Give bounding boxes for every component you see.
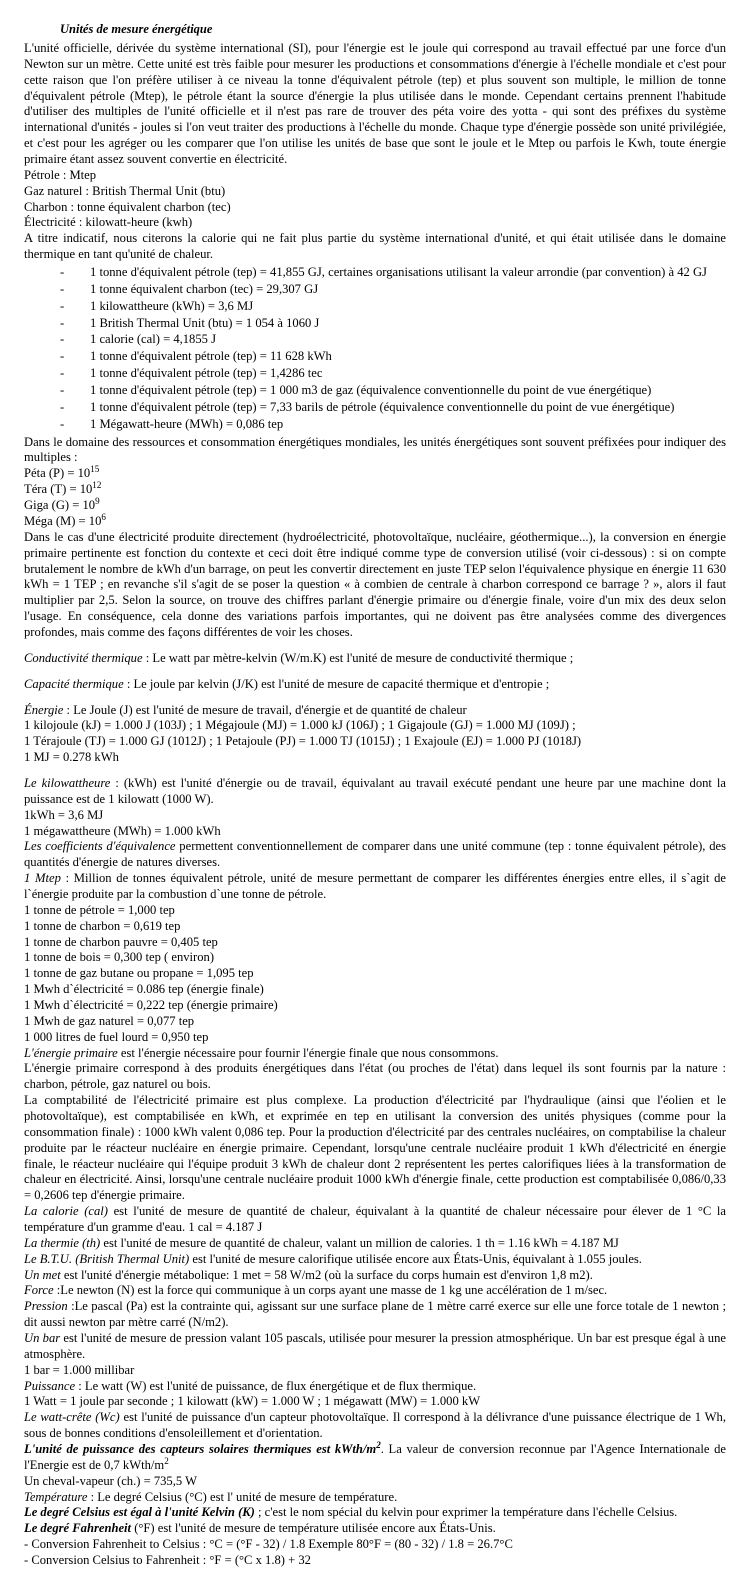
thermie-definition: La thermie (th) est l'unité de mesure de quantité de chaleur, valant un million de calories. 1 th = 1.16 kWh = 4.187 MJ [24, 1235, 619, 1250]
unit-source-charbon: Charbon : tonne équivalent charbon (tec) [24, 199, 231, 214]
cheval-vapeur-line: Un cheval-vapeur (ch.) = 735,5 W [24, 1473, 197, 1488]
energie-line-2: 1 Térajoule (TJ) = 1.000 GJ (1012J) ; 1 Petajoule (PJ) = 1.000 TJ (1015J) ; 1 Exajoule (EJ) = 1.000 PJ (1018J) [24, 734, 582, 749]
mtep-line-8: 1 Mwh de gaz naturel = 0,077 tep [24, 1013, 195, 1028]
energie-definition: Énergie : Le Joule (J) est l'unité de mesure de travail, d'énergie et de quantité de chaleur [24, 702, 467, 717]
intro-paragraph: L'unité officielle, dérivée du système international (SI), pour l'énergie est le joule qui correspond au travail effectué par une force d'un Newton sur un mètre. Cette unité est très faible pour mesurer les productions et consommations d'énergie à l'échelle mondiale et c'est pour cette raison que l'on préfère utiliser à ce niveau la tonne d'équivalent pétrole (tep) et plus souvent son multiple, le million de tonne d'équivalent pétrole (Mtep), le pétrole étant la source d'énergie la plus utilisée dans le monde. Cependant certains prennent l'habitude d'utiliser des multiples de l'unité officielle et il n'est pas rare de trouver des péta voire des yotta - qui sont des préfixes du système international d'unités - joules si l'on veut traiter des productions à l'échelle du monde. Chaque type d'énergie possède son unité privilégiée, et c'est pour les agréger ou les comparer que l'on utilise les unités de base que sont le joule et le Mtep ou parfois le Kwh, toute énergie primaire étant assez souvent convertie en électricité. [24, 41, 726, 167]
list-item: - 1 tonne d'équivalent pétrole (tep) = 41,855 GJ, certaines organisations utilisant la valeur arrondie (par convention) à 42 GJ [60, 265, 707, 280]
dash-bullet-icon: - [60, 315, 65, 330]
watt-crete-definition: Le watt-crête (Wc) est l'unité de puissance d'un capteur photovoltaïque. Il correspond à la délivrance d'une puissance électrique de 1 Wh, sous de bonnes conditions d'ensoleillement et d'orientation. [24, 1410, 726, 1441]
list-item: - 1 tonne d'équivalent pétrole (tep) = 1 000 m3 de gaz (équivalence conventionnelle du point de vue énergétique) [60, 383, 652, 398]
kilowattheure-definition: Le kilowattheure : (kWh) est l'unité d'énergie ou de travail, équivalant au travail exécuté pendant une heure par une machine dont la puissance est de 1 kilowatt (1000 W). [24, 775, 726, 806]
energie-primaire-definition: L'énergie primaire est l'énergie nécessaire pour fournir l'énergie finale que nous consommons. [24, 1045, 499, 1060]
conversion-paragraph: Dans le cas d'une électricité produite directement (hydroélectricité, photovoltaïque, nucléaire, géothermique...), la conversion en énergie primaire pertinente est fonction du contexte et ceci doit être indiqué comme type de conversion utilisé (voir ci-dessous) : si on compte brutalement le nombre de kWh d'un barrage, on peut les convertir directement en juste TEP selon l'équivalence physique en énergie 11 630 kWh = 1 TEP ; en revanche s'il s'agit de se poser la question « à combien de centrale à charbon correspond ce barrage ? », alors il faut multiplier par 2,5. Selon la source, on trouve des chiffres parlant d'énergie primaire ou d'énergie finale, voire d'un mix des deux selon l'usage. En conséquence, cela donne des variations parfois importantes, qui ne doivent pas être analysées comme des divergences profondes, mais comme des façons différentes de voir les choses. [24, 529, 726, 639]
conversion-c-to-f: - Conversion Celsius to Fahrenheit : °F = (°C x 1.8) + 32 [24, 1553, 311, 1568]
list-item: - 1 Mégawatt-heure (MWh) = 0,086 tep [60, 416, 284, 431]
energie-primaire-paragraph: L'énergie primaire correspond à des produits énergétiques dans l'état (ou proches de l'état) dans lequel ils sont fournis par la nature : charbon, pétrole, gaz naturel ou bois. [24, 1061, 726, 1092]
unit-source-petrole: Pétrole : Mtep [24, 167, 97, 182]
list-item: - 1 tonne d'équivalent pétrole (tep) = 11 628 kWh [60, 349, 332, 364]
list-item: - 1 tonne d'équivalent pétrole (tep) = 7,33 barils de pétrole (équivalence conventionnelle du point de vue énergétique) [60, 399, 675, 414]
mtep-line-1: 1 tonne de pétrole = 1,000 tep [24, 902, 175, 917]
equivalences-list [24, 265, 726, 433]
page-title: Unités de mesure énergétique [60, 22, 213, 36]
dash-bullet-icon: - [60, 366, 65, 381]
comptabilite-paragraph: La comptabilité de l'électricité primaire est plus complexe. La production d'électricité par l'hydraulique (ainsi que l'éolien et le photovoltaïque), est comptabilisée en kWh, et exprimée en tep en utilisant la conversion des unités physiques (comme pour la consommation finale) : 1000 kWh valent 0,086 tep. Pour la production d'électricité par des centrales nucléaires, on comptabilise la chaleur produite par le réacteur nucléaire en énergie primaire. Cependant, lorsqu'une centrale nucléaire produit 1 kWh d'électricité en énergie finale, le réacteur nucléaire qui l'équipe produit 3 kWh de chaleur dont 2 représentent les pertes calorifiques liées à la transformation de chaleur en électricité. Ainsi, lorsqu'une centrale nucléaire produit 1000 kWh d'énergie finale, cette production est comptabilisée 0,086/0,33 = 0,2606 tep d'énergie primaire. [24, 1093, 726, 1203]
fahrenheit-definition: Le degré Fahrenheit (°F) est l'unité de mesure de température utilisée encore aux États-Unis. [24, 1521, 496, 1536]
calorie-definition: La calorie (cal) est l'unité de mesure de quantité de chaleur, équivalant à la quantité de chaleur nécessaire pour élever de 1 °C la température d'un gramme d'eau. 1 cal = 4.187 J [24, 1204, 726, 1235]
energie-line-3: 1 MJ = 0.278 kWh [24, 750, 119, 765]
mtep-line-3: 1 tonne de charbon pauvre = 0,405 tep [24, 934, 218, 949]
unit-source-electricite: Électricité : kilowatt-heure (kwh) [24, 215, 193, 230]
unit-source-gaz: Gaz naturel : British Thermal Unit (btu) [24, 183, 226, 198]
mtep-line-9: 1 000 litres de fuel lourd = 0,950 tep [24, 1029, 209, 1044]
kilowattheure-line-1: 1kWh = 3,6 MJ [24, 807, 104, 822]
list-item: - 1 tonne équivalent charbon (tec) = 29,307 GJ [60, 281, 319, 296]
coefficients-equivalence: Les coefficients d'équivalence permettent conventionnellement de comparer dans une unité commune (tep : tonne équivalent pétrole), des quantités d'énergie de natures diverses. [24, 839, 726, 870]
prefix-intro: Dans le domaine des ressources et consommation énergétiques mondiales, les unités énergétiques sont souvent préfixées pour indiquer des multiples : [24, 434, 726, 465]
puissance-line: 1 Watt = 1 joule par seconde ; 1 kilowatt (kW) = 1.000 W ; 1 mégawatt (MW) = 1.000 kW [24, 1394, 481, 1409]
mtep-definition: 1 Mtep : Million de tonnes équivalent pétrole, unité de mesure permettant de comparer les différentes énergies entre elles, il s`agit de l`énergie produite par la combustion d`une tonne de pétrole. [24, 871, 726, 901]
mtep-line-5: 1 tonne de gaz butane ou propane = 1,095 tep [24, 966, 254, 981]
energie-line-1: 1 kilojoule (kJ) = 1.000 J (103J) ; 1 Mégajoule (MJ) = 1.000 kJ (106J) ; 1 Gigajoule (GJ) = 1.000 MJ (109J) ; [24, 718, 576, 733]
bar-definition: Un bar est l'unité de mesure de pression valant 105 pascals, utilisée pour mesurer la pression atmosphérique. Un bar est presque égal à une atmosphère. [24, 1331, 726, 1361]
met-definition: Un met est l'unité d'énergie métabolique: 1 met = 58 W/m2 (où la surface du corps humain est d'environ 1,8 m2). [24, 1267, 593, 1282]
dash-bullet-icon: - [60, 383, 65, 398]
dash-bullet-icon: - [60, 399, 65, 414]
celsius-definition: Le degré Celsius est égal à l'unité Kelvin (K) ; c'est le nom spécial du kelvin pour exprimer la température dans l'échelle Celsius. [24, 1505, 678, 1520]
capteurs-solaires-definition: L'unité de puissance des capteurs solaires thermiques est kWth/$m^2$. La valeur de conversion reconnue par l'Agence Internationale de l'Energie est de 0,7 kWth/$m^2$ [24, 1439, 727, 1472]
kilowattheure-line-2: 1 mégawattheure (MWh) = 1.000 kWh [24, 823, 221, 838]
dash-bullet-icon: - [60, 349, 65, 364]
bar-line: 1 bar = 1.000 millibar [24, 1362, 135, 1377]
prefix-giga: Giga $(G) = 10^9$ [24, 495, 100, 513]
dash-bullet-icon: - [60, 265, 65, 280]
prefix-mega: Méga $(M) = 10^6$ [24, 511, 106, 528]
mtep-line-6: 1 Mwh d`électricité = 0.086 tep (énergie finale) [24, 982, 264, 997]
conductivite-thermique: Conductivité thermique : Le watt par mètre-kelvin (W/m.K) est l'unité de mesure de conductivité thermique ; [24, 650, 574, 665]
list-item: - 1 British Thermal Unit (btu) = 1 054 à 1060 J [60, 315, 320, 330]
list-item: - 1 calorie (cal) = 4,1855 J [60, 332, 216, 347]
calorie-note: A titre indicatif, nous citerons la calorie qui ne fait plus partie du système international d'unité, et qui était utilisée dans le domaine thermique en tant qu'unité de chaleur. [24, 231, 726, 262]
capacite-thermique: Capacité thermique : Le joule par kelvin (J/K) est l'unité de mesure de capacité thermique et d'entropie ; [24, 676, 550, 691]
prefix-peta: Péta $(P) = 10^{15}$ [24, 464, 100, 481]
temperature-definition: Température : Le degré Celsius (°C) est l' unité de mesure de température. [24, 1489, 398, 1504]
pression-definition: Pression :Le pascal (Pa) est la contrainte qui, agissant sur une surface plane de 1 mètre carré exerce sur elle une force totale de 1 newton ; dit aussi newton par mètre carré (N/m2). [24, 1299, 726, 1330]
puissance-definition: Puissance : Le watt (W) est l'unité de puissance, de flux énergétique et de flux thermique. [24, 1378, 477, 1393]
list-item: - 1 kilowattheure (kWh) = 3,6 MJ [60, 298, 254, 313]
dash-bullet-icon: - [60, 298, 65, 313]
conversion-f-to-c: - Conversion Fahrenheit to Celsius : °C = (°F - 32) / 1.8 Exemple 80°F = (80 - 32) / 1.8 = 26.7°C [24, 1537, 513, 1552]
force-definition: Force :Le newton (N) est la force qui communique à un corps ayant une masse de 1 kg une accélération de 1 m/sec. [24, 1283, 608, 1298]
dash-bullet-icon: - [60, 332, 65, 347]
list-item: - 1 tonne d'équivalent pétrole (tep) = 1,4286 tec [60, 366, 323, 381]
btu-definition: Le B.T.U. (British Thermal Unit) est l'unité de mesure calorifique utilisée encore aux États-Unis, équivalant à 1.055 joules. [24, 1251, 642, 1266]
dash-bullet-icon: - [60, 416, 65, 431]
mtep-line-7: 1 Mwh d`électricité = 0,222 tep (énergie primaire) [24, 997, 278, 1012]
dash-bullet-icon: - [60, 281, 65, 296]
prefix-tera: Téra $(T) = 10^{12}$ [24, 480, 102, 497]
mtep-line-2: 1 tonne de charbon = 0,619 tep [24, 918, 181, 933]
mtep-line-4: 1 tonne de bois = 0,300 tep ( environ) [24, 950, 215, 965]
